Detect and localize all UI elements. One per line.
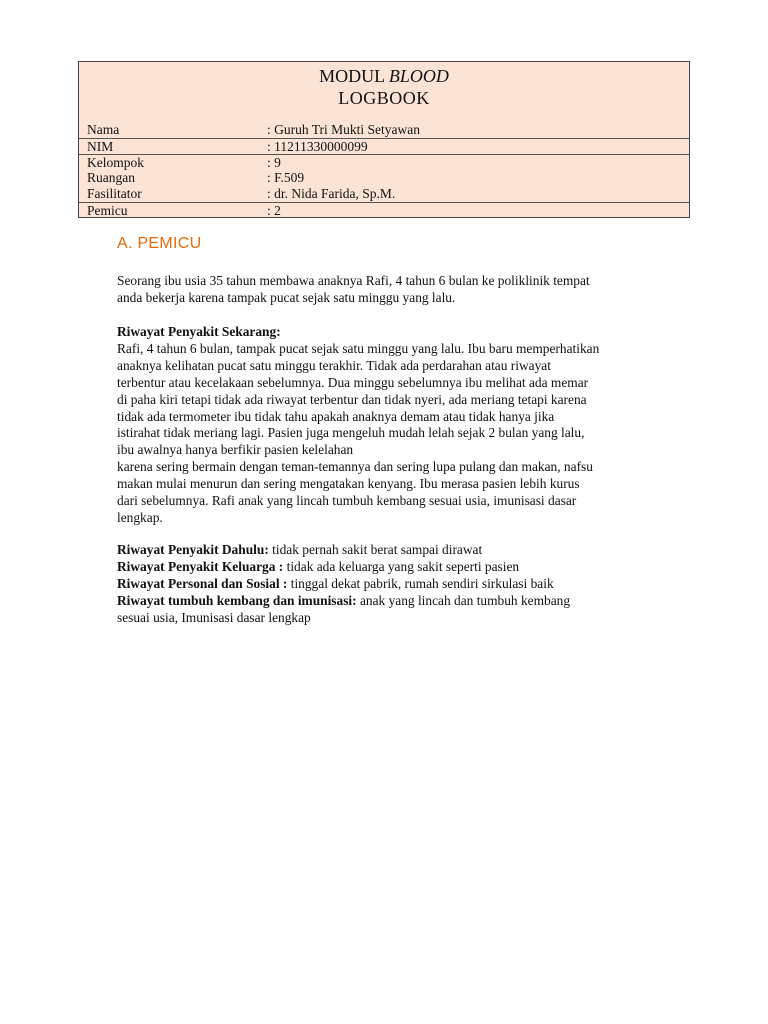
history-item — [117, 593, 687, 627]
info-value: : Guruh Tri Mukti Setyawan — [267, 122, 421, 137]
info-row-nama — [79, 122, 689, 137]
info-label: Kelompok — [87, 155, 144, 170]
history-item — [117, 559, 687, 576]
history-text: tidak ada keluarga yang sakit seperti pasien — [283, 558, 520, 574]
history-text: anak yang lincah dan tumbuh kembang sesuai usia, Imunisasi dasar lengkap — [117, 592, 571, 625]
info-label: Pemicu — [87, 203, 128, 218]
history-item — [117, 576, 687, 593]
history-text: tinggal dekat pabrik, rumah sendiri sirkulasi baik — [287, 575, 554, 591]
history-label: Riwayat Penyakit Dahulu: — [117, 542, 269, 557]
section-heading: A. PEMICU — [117, 235, 202, 252]
logbook-header — [78, 61, 690, 218]
info-label: NIM — [87, 139, 114, 154]
info-value: : F.509 — [267, 170, 305, 185]
history-item — [117, 542, 687, 559]
info-row-pemicu — [79, 202, 689, 218]
info-row-fasilitator — [79, 186, 689, 201]
module-title — [79, 65, 689, 87]
info-value: : dr. Nida Farida, Sp.M. — [267, 186, 396, 201]
info-row-nim — [79, 138, 689, 154]
rps-text: Rafi, 4 tahun 6 bulan, tampak pucat sejak satu minggu yang lalu. Ibu baru memperhatikan anaknya kelihatan pucat satu minggu terakhir. Tidak ada perdarahan atau riwayat terbentur atau kecelakaan sebelumnya. Dua minggu sebelumnya ibu melihat ada memar di paha kiri tetapi tidak ada riwayat terbentur dan tidak nyeri, ada meriang tetapi karena tidak ada termometer ibu tidak tahu apakah anaknya demam atau tidak hanya jika istirahat tidak meriang lagi. Pasien juga mengeluh mudah lelah sejak 2 bulan yang lalu, ibu awalnya hanya berfikir pasien kelelahan karena sering bermain dengan teman-temannya dan sering lupa pulang dan makan, nafsu makan mulai menurun dan sering mengatakan kenyang. Ibu merasa pasien lebih kurus dari sebelumnya. Rafi anak yang lincah tumbuh kembang sesuai usia, imunisasi dasar lengkap. — [117, 340, 600, 525]
info-label: Ruangan — [87, 170, 135, 185]
history-label: Riwayat Penyakit Keluarga : — [117, 558, 284, 574]
history-text: tidak pernah sakit berat sampai dirawat — [268, 542, 483, 557]
logbook-title: LOGBOOK — [338, 88, 430, 108]
rps-paragraph — [117, 324, 687, 527]
info-label: Fasilitator — [87, 186, 142, 201]
history-label: Riwayat tumbuh kembang dan imunisasi: — [117, 592, 357, 608]
module-title-italic: BLOOD — [388, 66, 449, 86]
info-row-kelompok — [79, 154, 689, 170]
info-value: : 2 — [267, 203, 281, 218]
rps-label: Riwayat Penyakit Sekarang: — [117, 324, 281, 339]
info-label: Nama — [87, 122, 120, 137]
module-title-prefix: MODUL — [319, 66, 385, 86]
info-row-ruangan — [79, 170, 689, 185]
history-block — [117, 542, 687, 627]
info-value: : 9 — [267, 155, 281, 170]
intro-text: Seorang ibu usia 35 tahun membawa anaknya Rafi, 4 tahun 6 bulan ke poliklinik tempat anda bekerja karena tampak pucat sejak satu minggu yang lalu. — [117, 273, 590, 305]
info-value: : 11211330000099 — [267, 139, 368, 154]
intro-paragraph — [117, 273, 687, 307]
history-label: Riwayat Personal dan Sosial : — [117, 575, 288, 591]
